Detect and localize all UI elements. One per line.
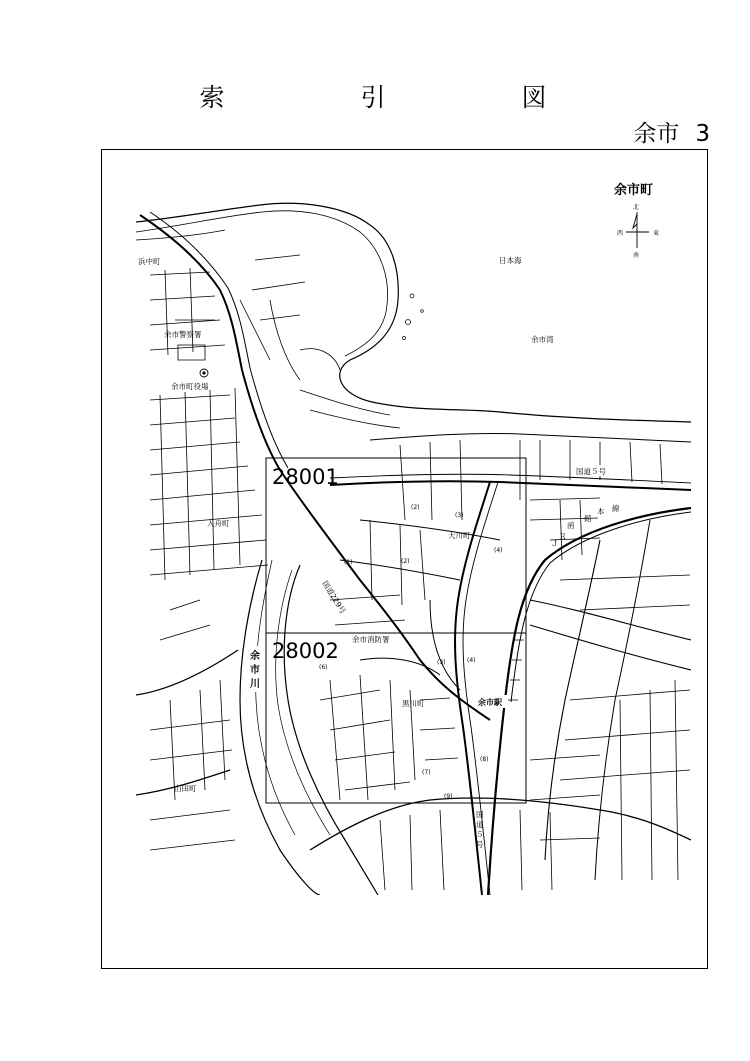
svg-text:函: 函	[567, 521, 575, 530]
area-number: (3)	[437, 659, 446, 666]
sheet-area: 余市	[633, 121, 680, 147]
label-ohkawa: 大川町	[448, 531, 471, 540]
index-sheet-28002-label[interactable]: 28002	[272, 639, 339, 663]
label-bay: 余市湾	[531, 335, 554, 344]
area-number: (9)	[444, 793, 453, 800]
compass-west: 西	[617, 230, 624, 237]
label-irifune: 入舟町	[207, 519, 230, 528]
svg-text:館: 館	[584, 514, 592, 523]
label-river-2: 市	[250, 665, 260, 676]
label-town-office: 余市町役場	[171, 382, 209, 391]
page-title: 索 引 図	[199, 83, 611, 112]
area-number: (2)	[411, 504, 420, 511]
svg-text:号: 号	[476, 840, 484, 849]
label-police: 余市警察署	[164, 330, 202, 339]
index-sheet-28001-label[interactable]: 28001	[272, 465, 339, 489]
compass-south: 南	[633, 252, 640, 259]
sheet-number: 3	[695, 121, 710, 147]
yoichi-river	[240, 560, 320, 895]
label-route229: 国道229号	[320, 579, 348, 616]
area-number: (1)	[344, 559, 353, 566]
town-office-icon	[200, 369, 208, 377]
label-yamada: 山田町	[174, 784, 197, 793]
svg-text:Ｊ: Ｊ	[551, 539, 559, 548]
compass-north: 北	[633, 204, 640, 211]
area-number: (6)	[319, 664, 328, 671]
town-name: 余市町	[614, 183, 654, 198]
label-river-3: 川	[250, 679, 260, 690]
svg-text:５: ５	[476, 830, 484, 839]
label-sea: 日本海	[499, 256, 522, 265]
label-hamanaka: 浜中町	[138, 257, 161, 266]
svg-text:国: 国	[476, 810, 484, 819]
svg-text:本: 本	[597, 507, 605, 516]
area-number: (7)	[422, 769, 431, 776]
label-route5-south	[476, 810, 484, 849]
svg-text:Ｒ: Ｒ	[559, 532, 567, 541]
route-5-south	[455, 482, 490, 895]
label-fire-station: 余市消防署	[352, 635, 390, 644]
label-route5-top: 国道５号	[576, 467, 606, 476]
label-river-1: 余	[250, 651, 260, 662]
area-number: (3)	[455, 512, 464, 519]
area-number: (8)	[480, 756, 489, 763]
area-number: (4)	[467, 657, 476, 664]
compass-east: 東	[653, 230, 660, 237]
label-kurokawa: 黒川町	[402, 699, 425, 708]
area-number: (4)	[494, 547, 503, 554]
area-number: (2)	[401, 558, 410, 565]
jr-line	[488, 508, 691, 895]
route-5-ew	[330, 481, 691, 490]
compass-icon	[617, 203, 659, 259]
svg-text:線: 線	[612, 504, 620, 513]
coastline	[136, 203, 691, 422]
svg-text:道: 道	[476, 820, 484, 829]
label-station: 余市駅	[478, 698, 502, 707]
street-network	[136, 203, 691, 895]
